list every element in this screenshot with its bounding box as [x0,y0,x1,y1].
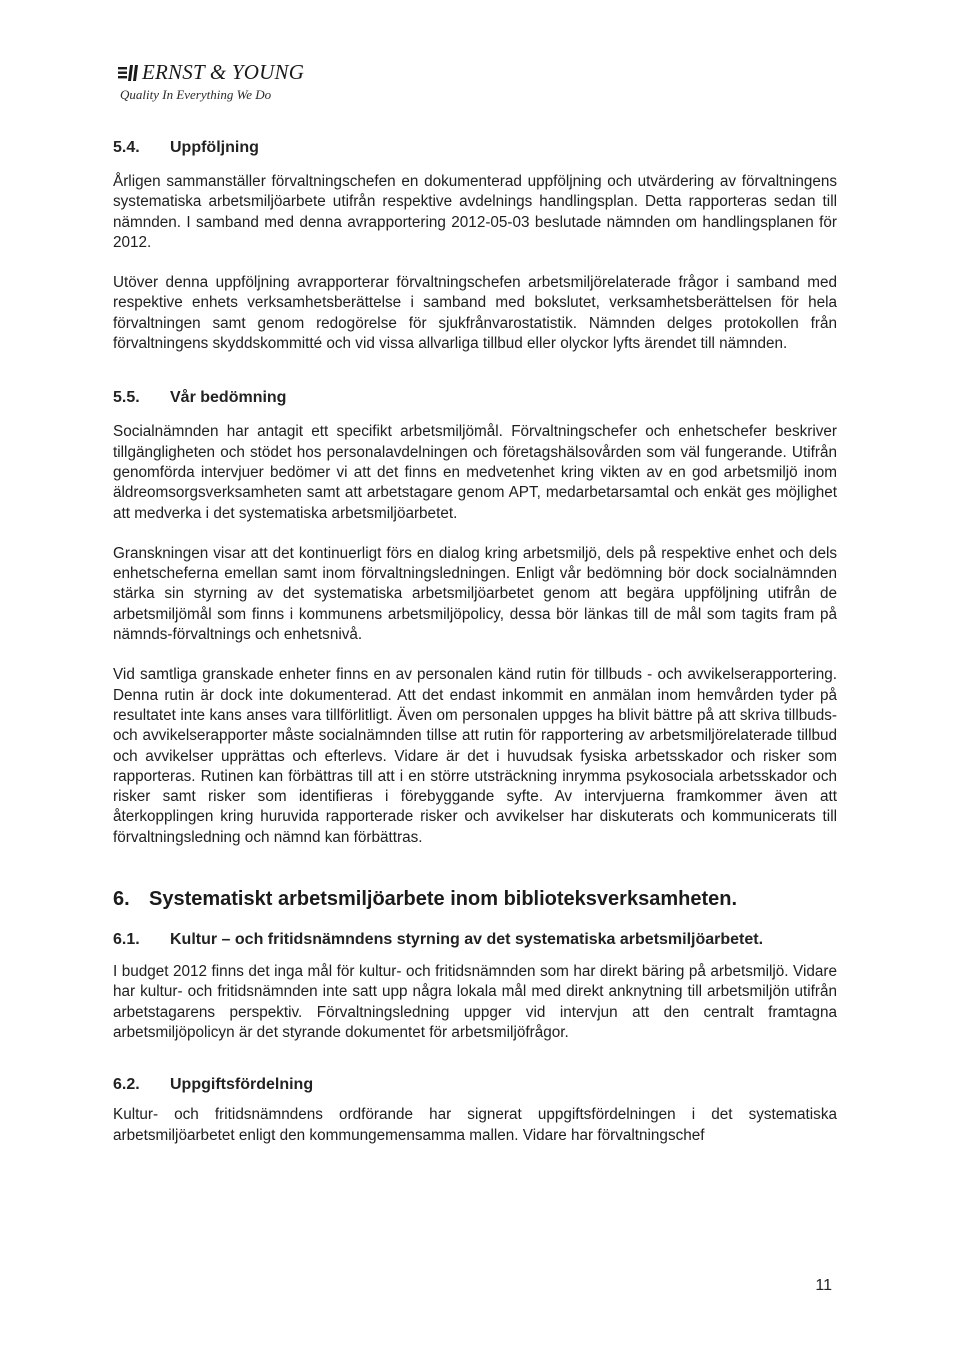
chapter-title: Systematiskt arbetsmiljöarbete inom biblioteksverksamheten. [149,888,737,911]
section-heading-6-2 [113,1075,837,1095]
section-title: Uppgiftsfördelning [170,1076,314,1094]
paragraph: I budget 2012 finns det inga mål för kultur- och fritidsnämnden som har direkt bäring på arbetsmiljö. Vidare har kultur- och fritidsnämnden inte satt upp några lokala mål med direkt anknytning till arbetsmiljön utifrån arbetstagarens perspektiv. Förvaltningsledning uppger vid intervjun att den centralt framtagna arbetsmiljöpolicyn är det styrande dokumentet för arbetsmiljöfrågor. [113,963,837,1041]
section-heading-5-4 [113,138,837,158]
document-body [113,138,837,1146]
paragraph: Socialnämnden har antagit ett specifikt arbetsmiljömål. Förvaltningschefer och enhetschefer beskriver tillgängligheten och stödet hos personalavdelningen och företagshälsovården som väl fungerande. Utifrån genomförda intervjuer bedömer vi att det finns en medvetenhet kring vikten av en god arbetsmiljö inom äldreomsorgsverksamheten samt att arbetstagare genom APT, medarbetarsamtal och enkät ges möjlighet att medverka i det systematiska arbetsmiljöarbetet. [113,423,837,522]
chapter-heading-6 [113,886,837,912]
section-title: Uppföljning [170,139,259,156]
paragraph: Kultur- och fritidsnämndens ordförande har signerat uppgiftsfördelningen i det systematiska arbetsmiljöarbetet enligt den kommungemensamma mallen. Vidare har förvaltningschef [113,1106,837,1144]
logo-tagline: Quality In Everything We Do [120,87,272,102]
section-heading-5-5 [113,388,837,408]
paragraph: Vid samtliga granskade enheter finns en av personalen känd rutin för tillbuds - och avvikelserapportering. Denna rutin är dock inte dokumenterad. Att det endast inkommit en anmälan inom hemvården tyder på resultatet inte kans anses vara tillförlitligt. Även om personalen uppges ha blivit bättre på att skriva tillbuds- och avvikelserapporter måste socialnämnden tillse att rutin för rapportering av arbetsmiljörelaterade tillbud och avvikelser upprättas och efterlevs. Vidare är det i huvudsak fysiska arbetsskador och risker som rapporteras. Rutinen kan förbättras till att i en större utsträckning inrymma psykosociala arbetsskador och risker samt risker som identifieras i förebyggande syfte. Av intervjuerna framkommer även att återkopplingen kring huruvida rapporterade risker och avvikelser har diskuterats och kommunicerats till förvaltningsledning och nämnd kan förbättras. [113,666,837,846]
section-number: 5.5. [113,389,140,407]
ey-logo-icon [117,64,139,82]
chapter-number: 6. [113,888,130,911]
section-number: 6.1. [113,931,140,949]
paragraph: Utöver denna uppföljning avrapporterar förvaltningschefen arbetsmiljörelaterade frågor i samband med respektive enhets verksamhetsberättelse i samband med bokslutet, verksamhetsberättelsen för hela förvaltningen samt genom redogörelse för sjukfrånvarostatistik. Nämnden delges protokollen från förvaltningens skyddskommitté och vid vissa allvarliga tillbud eller olyckor lyfts ärendet till nämnden. [113,274,837,353]
section-number: 6.2. [113,1076,140,1094]
company-logo [117,60,304,103]
section-heading-6-1 [113,930,837,950]
section-number: 5.4. [113,139,140,156]
section-title: Vår bedömning [170,389,287,407]
paragraph: Granskningen visar att det kontinuerligt förs en dialog kring arbetsmiljö, dels på respektive enhet och dels enhetscheferna emellan samt inom förvaltningsledningen. Enligt vår bedömning bör dock socialnämnden stärka sin styrning av det systematiska arbetsmiljöarbetet genom att begära uppföljning utifrån de arbetsmiljömål som finns i kommunens arbetsmiljöpolicy, dessa bör länkas till de mål som tagits fram på nämnds-förvaltnings och enhetsnivå. [113,544,837,644]
logo-name: ERNST & YOUNG [142,60,305,84]
page-number: 11 [815,1277,832,1294]
paragraph: Årligen sammanställer förvaltningschefen en dokumenterad uppföljning och utvärdering av förvaltningens systematiska arbetsmiljöarbete utifrån respektive avdelnings handlingsplan. Detta rapporteras sedan till nämnden. I samband med denna avrapportering 2012-05-03 beslutade nämnden om handlingsplanen för 2012. [113,173,837,251]
section-title: Kultur – och fritidsnämndens styrning av det systematiska arbetsmiljöarbetet. [170,931,764,949]
